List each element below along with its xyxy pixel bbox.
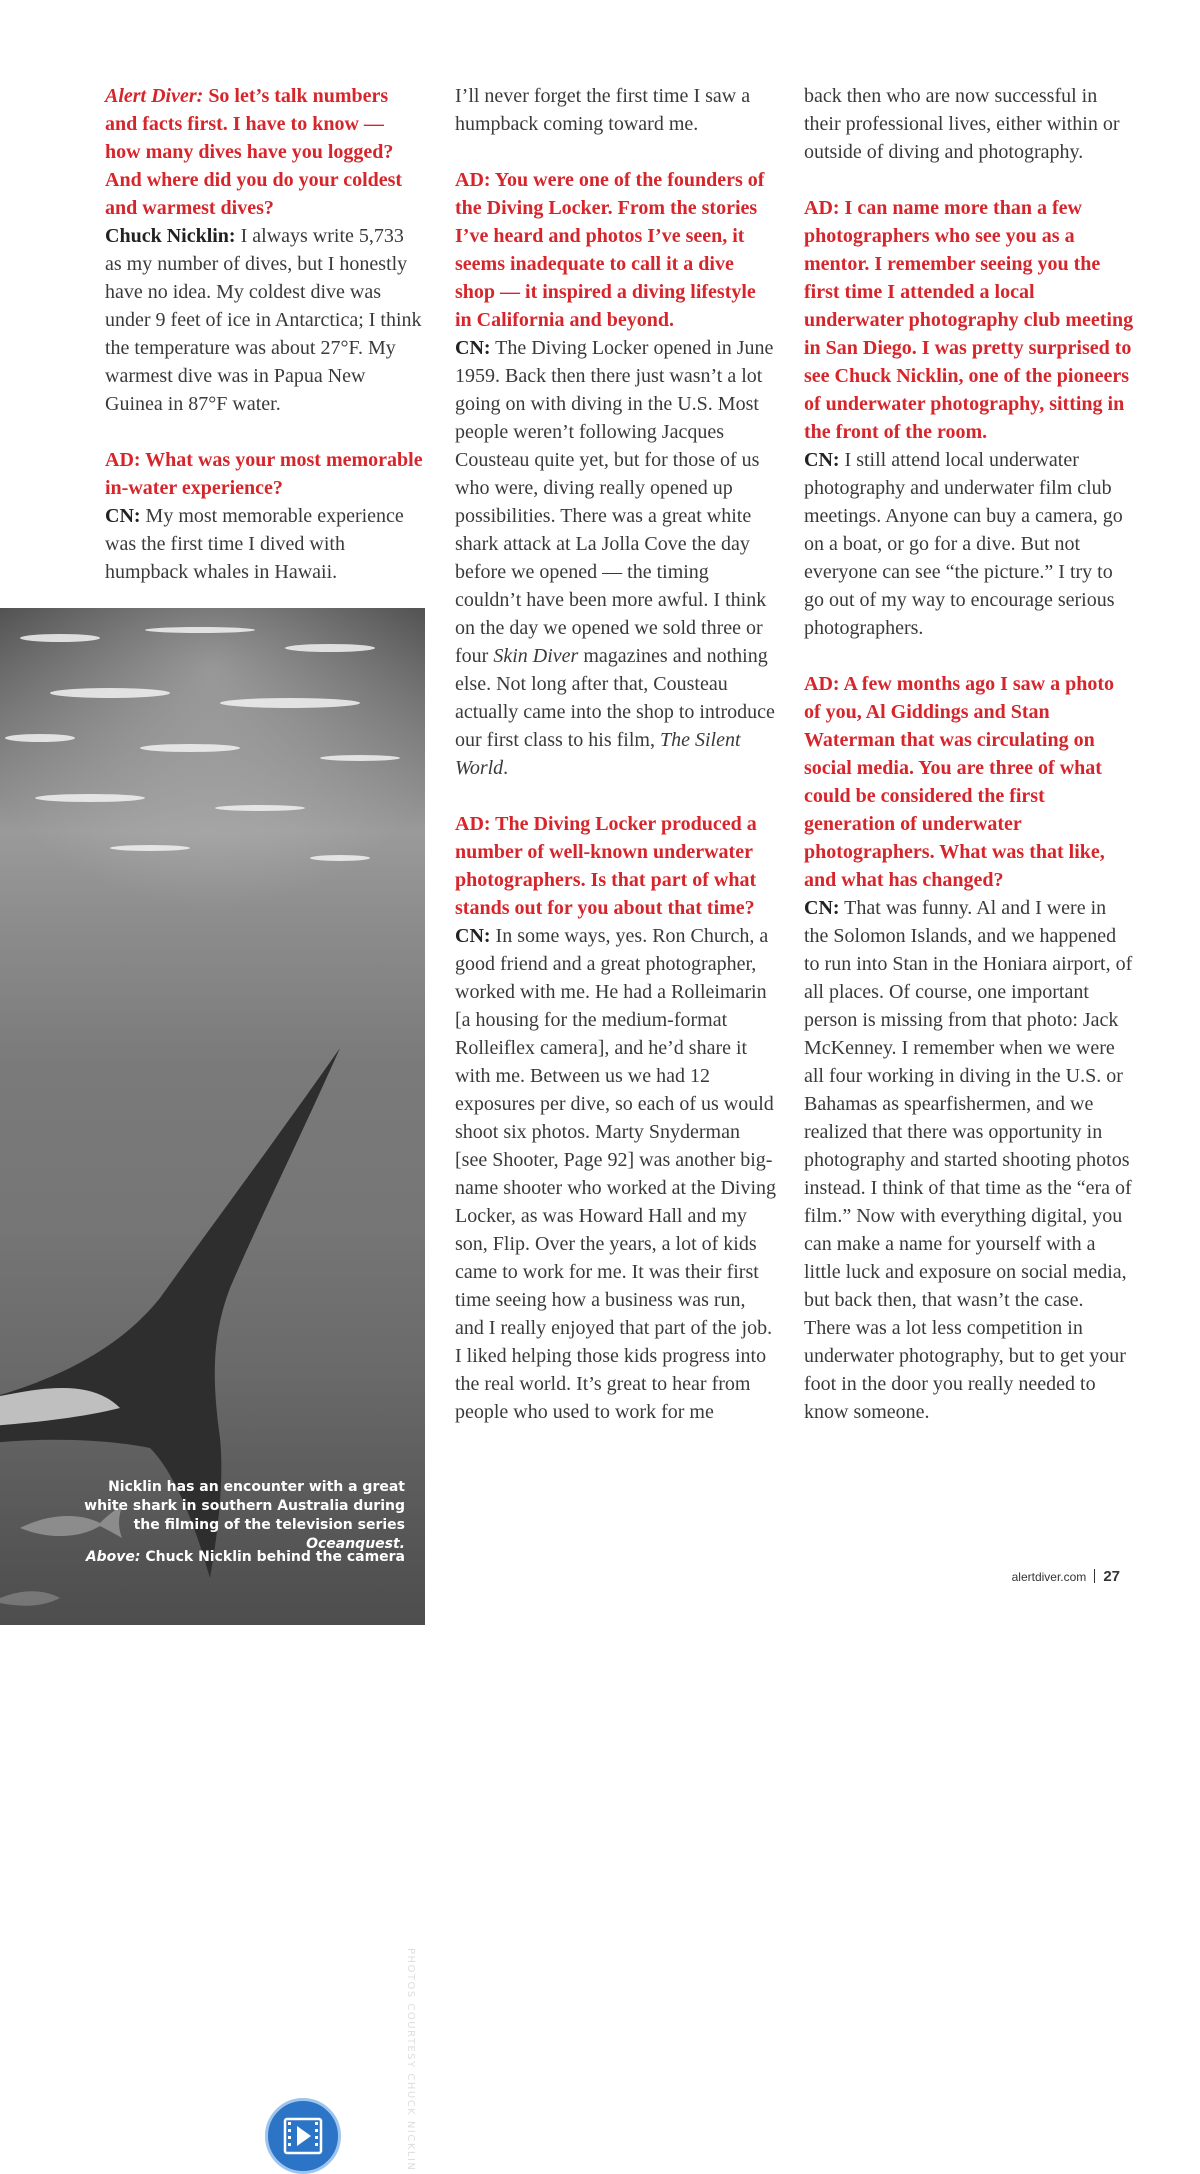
page-footer: [1012, 1568, 1120, 1585]
answer-text: That was funny. Al and I were in the Solomon Islands, and we happened to run into Stan in the Honiara airport, of all places. Of course, one important person is missing from that photo: Jack McKenney. I remember when we were all four working in diving in the U.S. or Bahamas as spearfishermen, and we realized that there was opportunity in photography and started shooting photos instead. I think of that time as the “era of film.” Now with everything digital, you can make a name for yourself with a little luck and exposure on social media, but back then, that wasn’t the case. There was a lot less competition in underwater photography, but to get your foot in the door you really needed to know someone.: [804, 897, 1133, 1423]
column-2: [455, 82, 777, 1454]
photo-credit: PHOTOS COURTESY CHUCK NICKLIN: [405, 1948, 416, 2172]
answer-text: The Diving Locker opened in June 1959. Back then there just wasn’t a lot going on with diving in the U.S. Most people weren’t following Jacques Cousteau quite yet, but for those of us who were, diving really opened up possibilities. There was a great white shark attack at La Jolla Cove the day before we opened — the timing couldn’t have been more awful. I think on the day we opened we sold three or four: [455, 337, 774, 667]
photo-caption: [65, 1478, 405, 1554]
answer-continuation: back then who are now successful in their professional lives, either within or outside of diving and photography.: [804, 85, 1120, 163]
qa-block: [804, 670, 1134, 1426]
caption-text: Nicklin has an encounter with a great white shark in southern Australia during the filming of the television series: [84, 1479, 405, 1533]
film-play-icon: [268, 2101, 338, 2171]
video-play-button[interactable]: [265, 2098, 341, 2174]
answer-text: magazines and nothing else. Not long after that, Cousteau actually came into the shop to introduce our first class to his film,: [455, 645, 775, 751]
answer-text: My most memorable experience was the first time I dived with humpback whales in Hawaii.: [105, 505, 404, 583]
series-title: Oceanquest.: [306, 1536, 405, 1552]
question-label: Alert Diver:: [105, 85, 204, 107]
photo-caption-above: [65, 1548, 405, 1567]
footer-divider: [1094, 1569, 1095, 1583]
answer-continuation: I’ll never forget the first time I saw a humpback coming toward me.: [455, 85, 751, 135]
page-number: 27: [1103, 1568, 1120, 1585]
answer-text: I still attend local underwater photography and underwater film club meetings. Anyone can buy a camera, go on a boat, or go for a dive. But not everyone can see “the picture.” I try to go out of my way to encourage serious photographers.: [804, 449, 1123, 639]
question-text: AD: The Diving Locker produced a number of well-known underwater photographers. Is that part of what stands out for you about that time?: [455, 813, 757, 919]
answer-speaker: CN:: [455, 337, 491, 359]
answer-speaker: CN:: [804, 897, 840, 919]
qa-block: [105, 446, 423, 586]
question-text: So let’s talk numbers and facts first. I have to know — how many dives have you logged? And where did you do your coldest and warmest dives?: [105, 85, 403, 219]
qa-block: [455, 166, 777, 782]
shark-photo: [0, 608, 425, 2172]
question-text: AD: You were one of the founders of the Diving Locker. From the stories I’ve heard and photos I’ve seen, it seems inadequate to call it a dive shop — it inspired a diving lifestyle in California and beyond.: [455, 169, 765, 331]
answer-speaker: Chuck Nicklin:: [105, 225, 236, 247]
answer-text: .: [503, 757, 509, 779]
qa-block: [455, 810, 777, 1426]
qa-block: [105, 82, 423, 418]
question-text: AD: What was your most memorable in-water experience?: [105, 449, 423, 499]
caption-label: Above:: [85, 1549, 141, 1565]
answer-speaker: CN:: [105, 505, 141, 527]
answer-speaker: CN:: [804, 449, 840, 471]
question-text: AD: I can name more than a few photographers who see you as a mentor. I remember seeing you the first time I attended a local underwater photography club meeting in San Diego. I was pretty surprised to see Chuck Nicklin, one of the pioneers of underwater photography, sitting in the front of the room.: [804, 197, 1134, 443]
magazine-title: Skin Diver: [493, 645, 579, 667]
underwater-scene: [0, 608, 425, 1625]
qa-block: [804, 194, 1134, 642]
question-text: AD: A few months ago I saw a photo of you, Al Giddings and Stan Waterman that was circulating on social media. You are three of what could be considered the first generation of underwater photographers. What was that like, and what has changed?: [804, 673, 1115, 891]
answer-text: In some ways, yes. Ron Church, a good friend and a great photographer, worked with me. He had a Rolleimarin [a housing for the medium-format Rolleiflex camera], and he’d share it with me. Between us we had 12 exposures per dive, so each of us would shoot six photos. Marty Snyderman [see Shooter, Page 92] was another big-name shooter who worked at the Diving Locker, as was Howard Hall and my son, Flip. Over the years, a lot of kids came to work for me. It was their first time seeing how a business was run, and I really enjoyed that part of the job. I liked helping those kids progress into the real world. It’s great to hear from people who used to work for me: [455, 925, 777, 1423]
answer-text: I always write 5,733 as my number of dives, but I honestly have no idea. My coldest dive was under 9 feet of ice in Antarctica; I think the temperature was about 27°F. My warmest dive was in Papua New Guinea in 87°F water.: [105, 225, 422, 415]
answer-speaker: CN:: [455, 925, 491, 947]
film-title: The Silent World: [455, 729, 741, 779]
caption-text: Chuck Nicklin behind the camera: [140, 1549, 405, 1565]
column-1: [105, 82, 423, 614]
column-3: [804, 82, 1134, 1454]
site-url: alertdiver.com: [1011, 1570, 1087, 1584]
